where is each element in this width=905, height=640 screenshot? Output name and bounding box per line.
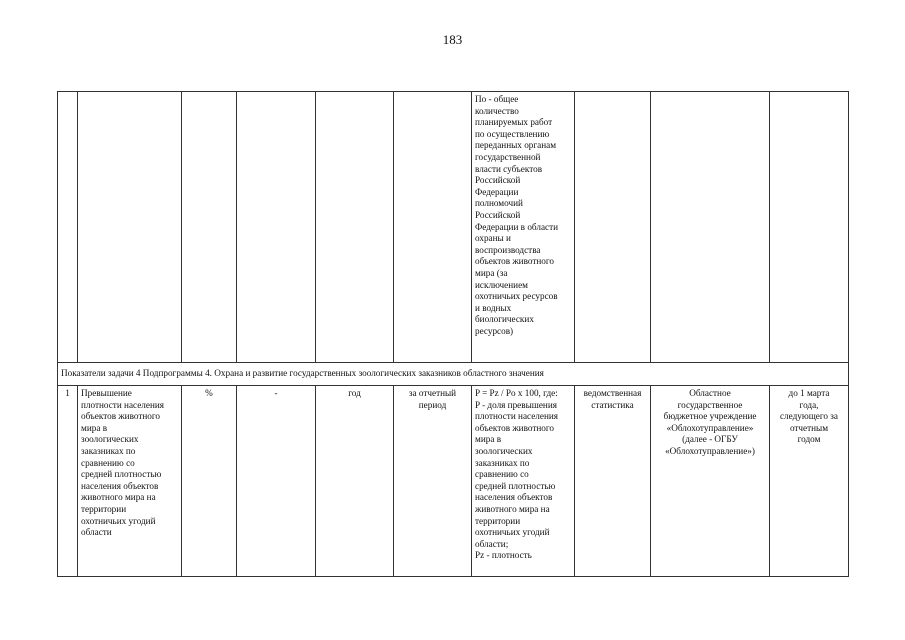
cell-formula: По - общее количество планируемых работ по осуществлению переданных органам государственной власти субъектов Российской Федерации полномочий Российской Федерации в области охраны и воспроизводства объектов животного мира (за исключением охотничьих ресурсов и водных биологических ресурсов) xyxy=(472,92,575,363)
section-title: Показатели задачи 4 Подпрограммы 4. Охрана и развитие государственных зоологических заказников областного значения xyxy=(58,363,849,386)
cell-source: ведомственная статистика xyxy=(575,386,651,577)
cell-value xyxy=(237,92,316,363)
cell-unit xyxy=(182,92,237,363)
page-number: 183 xyxy=(442,32,463,47)
cell-period-type xyxy=(316,92,394,363)
cell-source xyxy=(575,92,651,363)
cell-num: 1 xyxy=(58,386,78,577)
table-row-continued xyxy=(58,92,849,363)
cell-period-type: год xyxy=(316,386,394,577)
cell-deadline xyxy=(770,92,849,363)
cell-period: за отчетный период xyxy=(394,386,472,577)
cell-unit: % xyxy=(182,386,237,577)
cell-responsible xyxy=(651,92,770,363)
cell-name: Превышение плотности населения объектов животного мира в зоологических заказниках по сравнению со средней плотностью населения объектов животного мира на территории охотничьих угодий области xyxy=(78,386,182,577)
cell-period xyxy=(394,92,472,363)
cell-value: - xyxy=(237,386,316,577)
indicators-table xyxy=(57,91,849,577)
cell-deadline: до 1 марта года, следующего за отчетным годом xyxy=(770,386,849,577)
table-row xyxy=(58,386,849,577)
cell-formula: P = Pz / Po x 100, где: P - доля превышения плотности населения объектов животного мира в зоологических заказниках по сравнению со средней плотностью населения объектов животного мира на территории охотничьих угодий области; Pz - плотность xyxy=(472,386,575,577)
cell-num xyxy=(58,92,78,363)
section-header-row xyxy=(58,363,849,386)
cell-responsible: Областное государственное бюджетное учреждение «Облохотуправление» (далее - ОГБУ «Облохотуправление») xyxy=(651,386,770,577)
cell-name xyxy=(78,92,182,363)
